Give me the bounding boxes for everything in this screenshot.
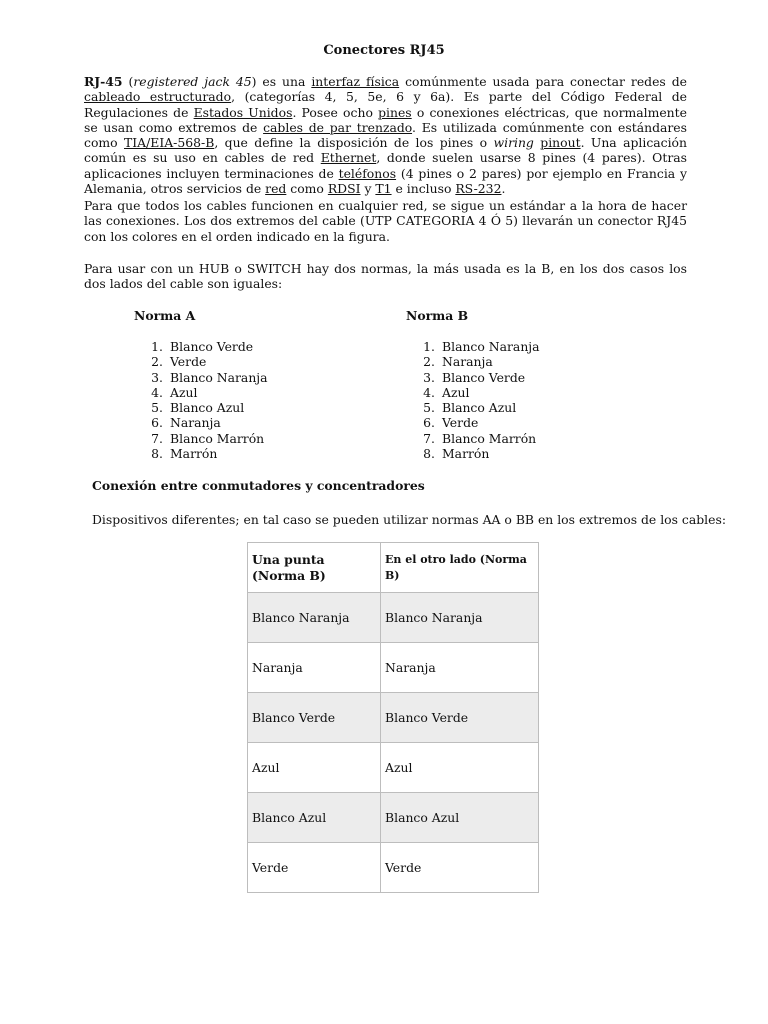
list-label: Blanco Azul [442, 400, 517, 416]
link-telefonos[interactable]: teléfonos [338, 165, 397, 181]
text-segment: . Posee ocho [292, 104, 379, 120]
text-segment: . Una aplicación común es su uso en cables de red [84, 135, 687, 166]
text-segment: (4 pines o 2 pares) por ejemplo en Francia y Alemania, otros servicios de [84, 165, 687, 197]
section-text: Dispositivos diferentes; en tal caso se pueden utilizar normas AA o BB en los extremos de los cables: [92, 512, 727, 527]
list-label: Naranja [170, 415, 221, 431]
list-item [414, 370, 540, 385]
list-label: Verde [170, 354, 207, 370]
list-number: 4. [423, 384, 435, 400]
text-segment: ( [122, 74, 134, 89]
link-cableado-estructurado[interactable]: cableado estructurado [84, 89, 232, 105]
link-ethernet[interactable]: Ethernet [320, 150, 377, 166]
table-cell: Naranja [248, 643, 381, 693]
list-number: 7. [423, 430, 435, 446]
list-number: 8. [423, 446, 435, 462]
list-item [414, 415, 540, 430]
list-item [414, 385, 540, 400]
link-rdsi[interactable]: RDSI [327, 181, 361, 197]
list-label: Marrón [170, 446, 218, 462]
table-row [248, 743, 539, 793]
table-cell: Blanco Naranja [381, 593, 539, 643]
list-label: Verde [442, 415, 479, 431]
table-row [248, 843, 539, 893]
norma-a-heading: Norma A [134, 308, 196, 323]
text-segment: comúnmente usada para conectar redes de [399, 74, 687, 89]
list-label: Blanco Verde [170, 339, 254, 354]
text-segment: ) es una [251, 74, 312, 89]
list-label: Blanco Naranja [442, 339, 540, 354]
list-item [142, 370, 268, 385]
list-number: 5. [423, 400, 435, 416]
table-cell: Blanco Verde [381, 693, 539, 743]
list-label: Naranja [442, 354, 493, 370]
list-item [142, 415, 268, 430]
link-red[interactable]: red [265, 181, 287, 197]
table-row [248, 693, 539, 743]
norma-b-list [414, 339, 540, 461]
table-cell: Azul [381, 743, 539, 793]
list-number: 8. [151, 446, 163, 462]
table-cell: Blanco Azul [248, 793, 381, 843]
table-row [248, 643, 539, 693]
table-header-cell: Una punta (Norma B) [248, 543, 381, 593]
list-number: 7. [151, 430, 163, 446]
text-segment: e incluso [391, 181, 456, 197]
list-number: 3. [151, 369, 163, 385]
table-header-row [248, 543, 539, 593]
table-cell: Blanco Naranja [248, 593, 381, 643]
list-number: 2. [151, 354, 163, 370]
list-item [414, 354, 540, 369]
list-item [414, 339, 540, 354]
link-estados-unidos[interactable]: Estados Unidos [193, 104, 293, 120]
link-pines[interactable]: pines [378, 104, 412, 120]
standard-paragraph: Para que todos los cables funcionen en cualquier red, se sigue un estándar a la hora de hacer las conexiones. Los dos extremos del cable (UTP CATEGORIA 4 Ó 5) llevarán un conector RJ45 con los colores en el orden indicado en la figura. [84, 198, 687, 244]
list-item [414, 400, 540, 415]
link-cables-par-trenzado[interactable]: cables de par trenzado [263, 119, 413, 135]
list-label: Blanco Marrón [170, 430, 265, 446]
table-cell: Blanco Verde [248, 693, 381, 743]
term-wiring: wiring [493, 135, 534, 151]
hub-switch-paragraph: Para usar con un HUB o SWITCH hay dos normas, la más usada es la B, en los dos casos los dos lados del cable son iguales: [84, 261, 687, 292]
list-label: Blanco Verde [442, 369, 526, 385]
list-item [142, 339, 268, 354]
table-cell: Naranja [381, 643, 539, 693]
text-segment: y [360, 181, 376, 197]
intro-paragraph [84, 74, 687, 196]
list-number: 6. [151, 415, 163, 431]
table-header-cell: En el otro lado (Norma B) [381, 543, 539, 593]
list-item [414, 446, 540, 461]
list-number: 1. [423, 339, 435, 354]
text-segment: , que define la disposición de los pines o [214, 135, 494, 151]
text-segment: , (categorías 4, 5, 5e, 6 y 6a). Es parte del Código Federal de Regulaciones de [84, 89, 688, 120]
table-cell: Blanco Azul [381, 793, 539, 843]
norma-b-heading: Norma B [406, 308, 469, 323]
term-registered-jack: registered jack 45 [133, 74, 252, 89]
list-item [142, 385, 268, 400]
list-item [142, 400, 268, 415]
term-rj45: RJ-45 [84, 74, 123, 89]
text-segment: . Es utilizada comúnmente con estándares como [84, 119, 688, 151]
table-row [248, 793, 539, 843]
list-label: Marrón [442, 446, 490, 462]
list-label: Blanco Azul [170, 400, 245, 416]
list-number: 2. [423, 354, 435, 370]
list-number: 1. [151, 339, 163, 354]
link-interfaz-fisica[interactable]: interfaz física [311, 74, 400, 89]
list-number: 6. [423, 415, 435, 431]
list-number: 3. [423, 369, 435, 385]
table-cell: Verde [248, 843, 381, 893]
link-tia-eia-568b[interactable]: TIA/EIA-568-B [124, 135, 215, 151]
table-cell: Verde [381, 843, 539, 893]
table-row [248, 593, 539, 643]
norma-a-list [142, 339, 268, 461]
list-item [142, 446, 268, 461]
section-heading: Conexión entre conmutadores y concentradores [92, 478, 425, 493]
list-label: Azul [170, 384, 198, 400]
link-rs232[interactable]: RS-232 [455, 181, 502, 197]
list-label: Blanco Naranja [170, 369, 268, 385]
list-number: 5. [151, 400, 163, 416]
list-number: 4. [151, 384, 163, 400]
list-label: Azul [442, 384, 470, 400]
text-segment: o conexiones eléctricas, que normalmente se usan como extremos de [84, 104, 687, 135]
link-t1[interactable]: T1 [375, 181, 392, 197]
list-item [142, 431, 268, 446]
list-label: Blanco Marrón [442, 430, 537, 446]
list-item [414, 431, 540, 446]
link-pinout[interactable]: pinout [540, 135, 581, 151]
connection-table [247, 542, 539, 893]
text-segment: , donde suelen usarse 8 pines (4 pares). Otras aplicaciones incluyen terminaciones de [84, 150, 687, 181]
list-item [142, 354, 268, 369]
text-segment: . [501, 181, 506, 197]
table-cell: Azul [248, 743, 381, 793]
text-segment: como [286, 181, 328, 197]
page-title: Conectores RJ45 [323, 43, 445, 58]
